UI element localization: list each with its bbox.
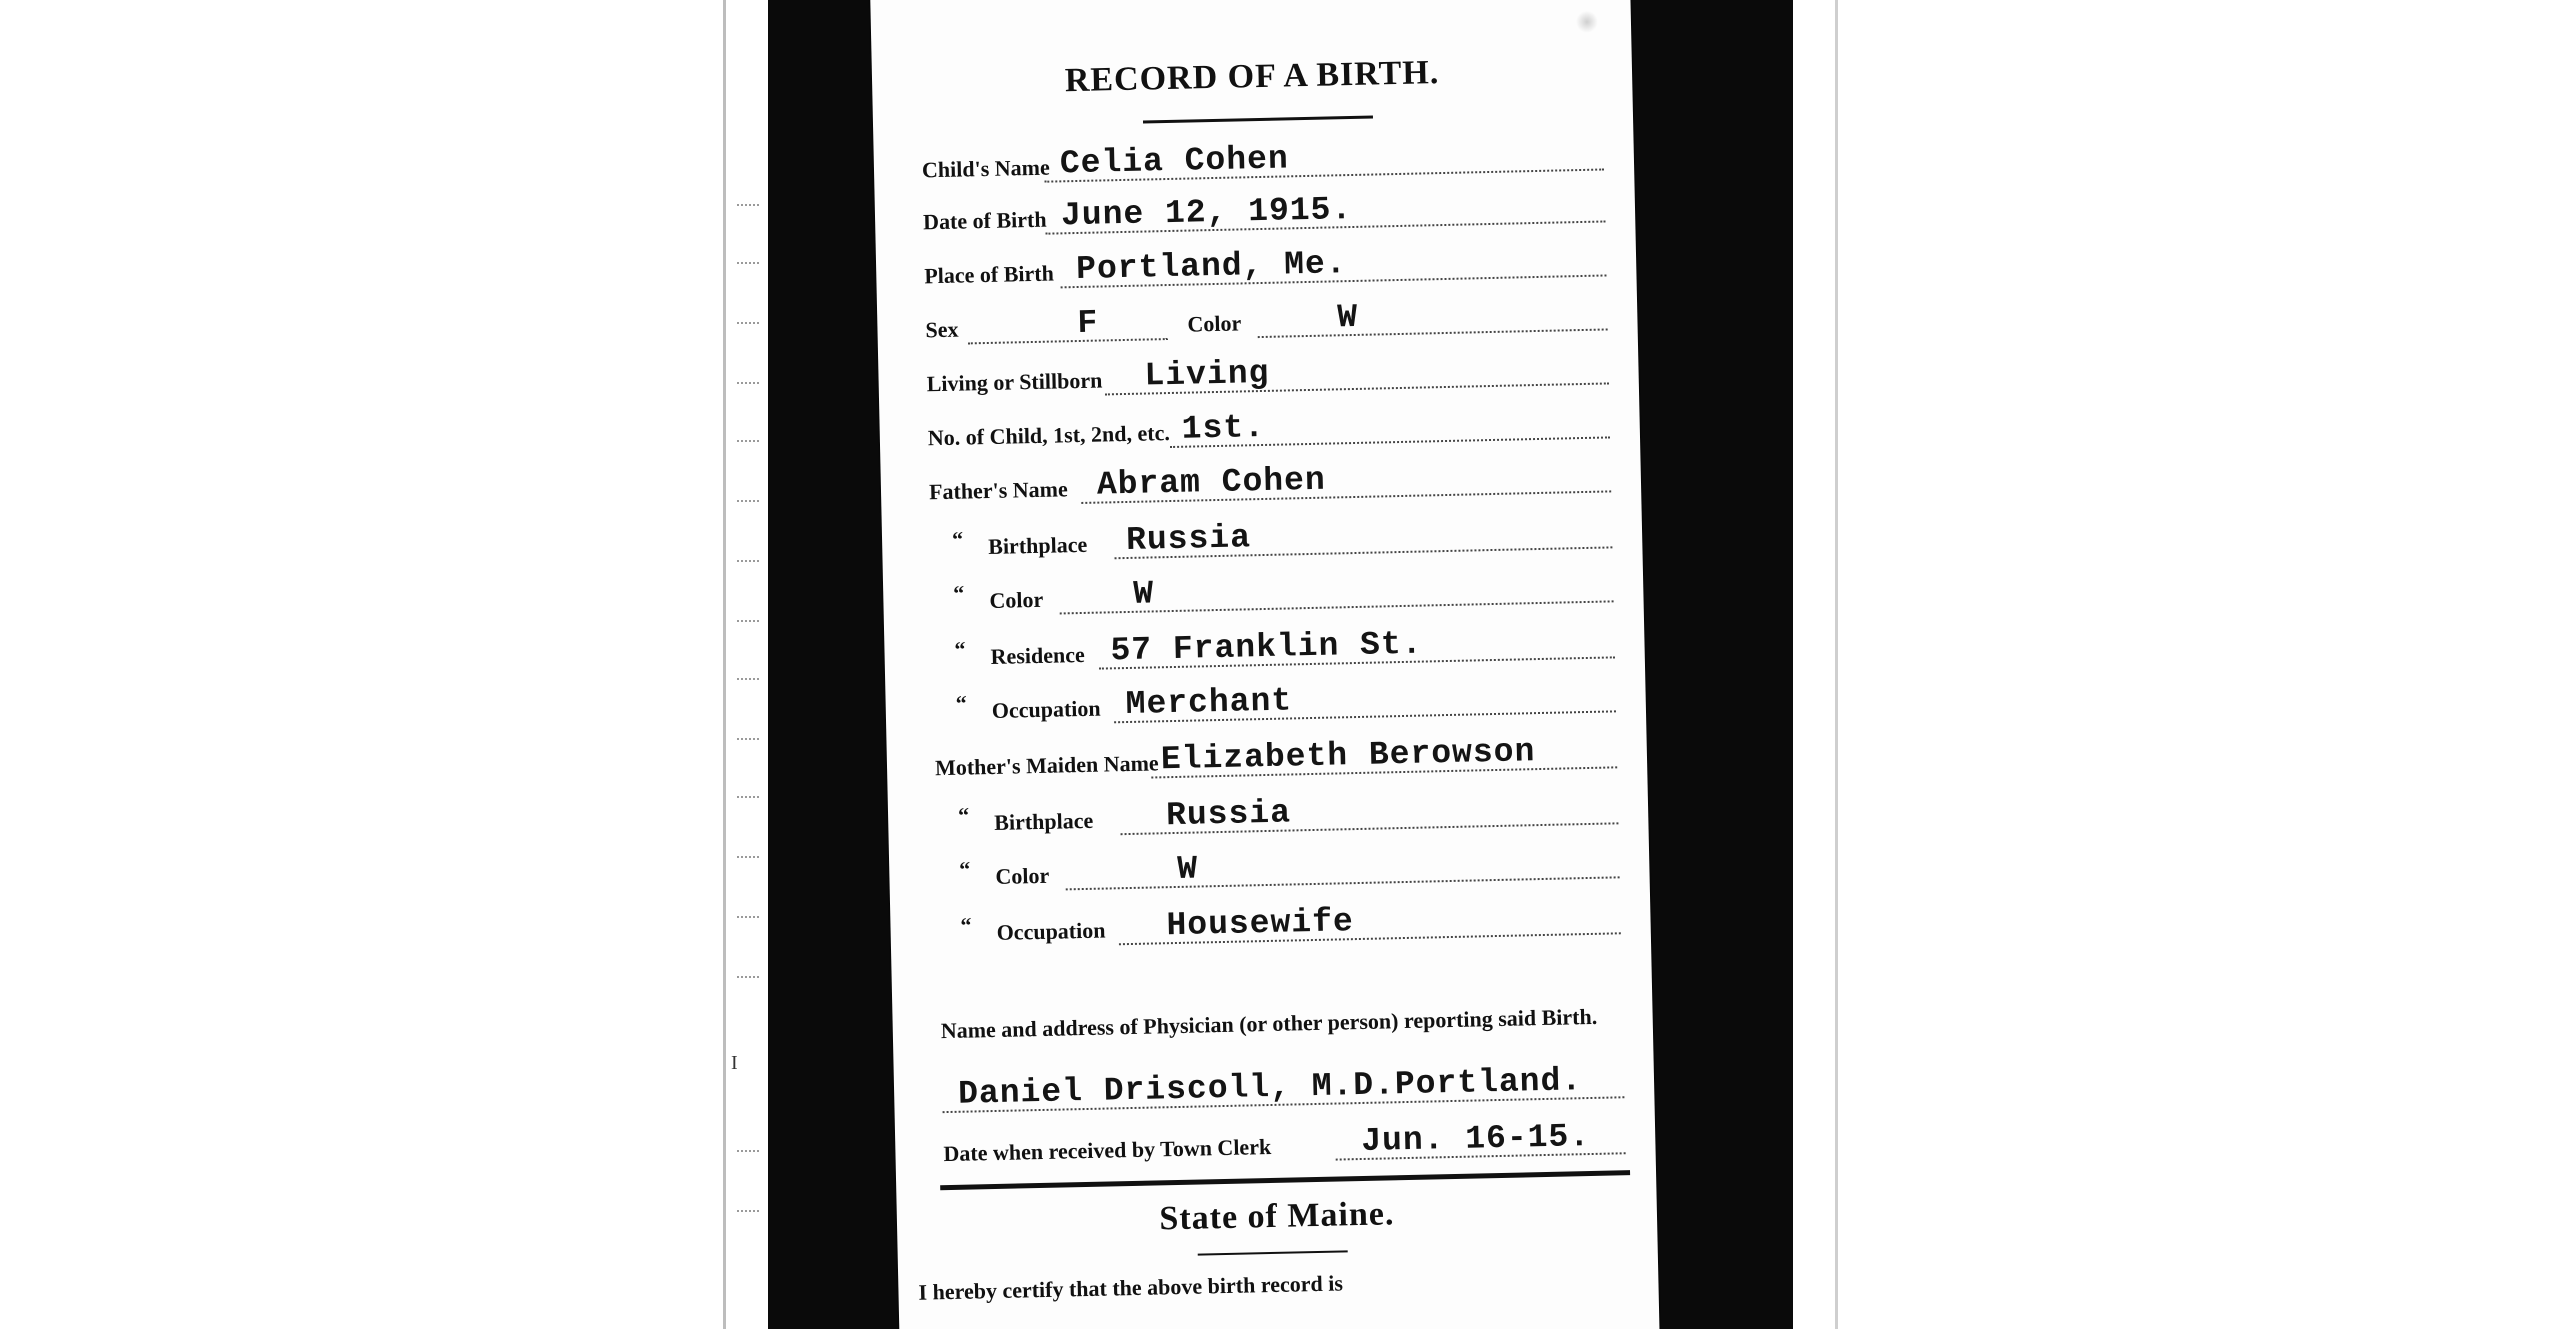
mother-color-value: W	[1176, 850, 1199, 888]
mother-occupation-label: Occupation	[996, 917, 1106, 945]
mother-color-row	[889, 842, 1650, 899]
birth-record-card	[870, 0, 1660, 1329]
mother-birthplace-value: Russia	[1165, 794, 1292, 835]
sex-label: Sex	[925, 316, 959, 343]
living-value: Living	[1144, 354, 1270, 395]
mother-occupation-row	[890, 898, 1651, 955]
section-divider	[940, 1170, 1630, 1190]
mother-birthplace-row	[888, 788, 1649, 845]
date-of-birth-value: June 12, 1915.	[1060, 190, 1353, 235]
place-of-birth-label: Place of Birth	[924, 260, 1055, 289]
margin-dots	[737, 856, 759, 858]
mother-name-label: Mother's Maiden Name	[934, 750, 1159, 781]
margin-mark: I	[731, 1052, 738, 1074]
place-of-birth-row	[876, 240, 1637, 297]
date-received-label: Date when received by Town Clerk	[943, 1133, 1272, 1167]
father-birthplace-value: Russia	[1125, 519, 1252, 559]
certification-text: I hereby certify that the above birth record is	[918, 1270, 1344, 1305]
fill-line	[1258, 328, 1608, 338]
page-edge	[723, 0, 726, 1329]
father-residence-row	[884, 622, 1645, 679]
childs-name-row	[874, 134, 1635, 191]
child-number-label: No. of Child, 1st, 2nd, etc.	[927, 420, 1171, 451]
father-occupation-label: Occupation	[991, 695, 1101, 723]
living-label: Living or Stillborn	[926, 367, 1103, 397]
father-color-value: W	[1132, 575, 1155, 613]
date-received-row	[895, 1118, 1656, 1175]
child-number-row	[879, 402, 1640, 459]
father-residence-label: Residence	[990, 641, 1085, 669]
living-row	[878, 348, 1639, 405]
ditto-mark: “	[957, 802, 970, 828]
margin-dots	[737, 678, 759, 680]
ditto-mark: “	[955, 690, 967, 716]
ditto-mark: “	[952, 580, 965, 606]
physician-value: Daniel Driscoll, M.D.Portland.	[957, 1062, 1583, 1113]
margin-dots	[737, 262, 759, 264]
fill-line	[1066, 876, 1620, 890]
father-birthplace-label: Birthplace	[987, 531, 1088, 560]
father-occupation-value: Merchant	[1125, 682, 1293, 724]
margin-dots	[737, 976, 759, 978]
margin-dots	[737, 440, 759, 442]
margin-dots	[737, 382, 759, 384]
sex-color-row	[877, 294, 1638, 351]
smudge	[1576, 11, 1598, 33]
father-residence-value: 57 Franklin St.	[1110, 625, 1423, 670]
fill-line	[968, 338, 1168, 344]
father-birthplace-row	[882, 512, 1643, 569]
ditto-mark: “	[959, 856, 971, 882]
father-name-row	[881, 456, 1642, 513]
date-of-birth-label: Date of Birth	[922, 206, 1047, 235]
margin-dots	[737, 500, 759, 502]
margin-dots	[737, 738, 759, 740]
margin-dots	[737, 620, 759, 622]
mother-color-label: Color	[995, 862, 1050, 889]
father-occupation-row	[885, 676, 1646, 733]
margin-dots	[737, 204, 759, 206]
card-title: RECORD OF A BIRTH.	[1064, 54, 1440, 100]
childs-name-value: Celia Cohen	[1059, 140, 1290, 183]
margin-dots	[737, 1210, 759, 1212]
physician-row	[894, 1062, 1655, 1119]
father-name-value: Abram Cohen	[1096, 461, 1327, 504]
date-of-birth-row	[875, 186, 1636, 243]
date-received-value: Jun. 16-15.	[1360, 1118, 1591, 1161]
physician-label: Name and address of Physician (or other person) reporting said Birth.	[940, 1003, 1598, 1044]
margin-dots	[737, 916, 759, 918]
margin-dots	[737, 796, 759, 798]
childs-name-label: Child's Name	[921, 154, 1051, 183]
scanned-document	[723, 0, 1838, 1329]
child-number-value: 1st.	[1181, 408, 1266, 448]
state-rule	[1198, 1250, 1348, 1255]
place-of-birth-value: Portland, Me.	[1075, 245, 1348, 289]
color-label: Color	[1187, 310, 1242, 337]
father-color-label: Color	[989, 586, 1044, 613]
father-name-label: Father's Name	[928, 476, 1068, 505]
mother-birthplace-label: Birthplace	[993, 807, 1094, 835]
margin-dots	[737, 1150, 759, 1152]
title-rule	[1143, 116, 1373, 124]
ditto-mark: “	[951, 526, 964, 552]
sex-value: F	[1076, 304, 1099, 343]
mother-occupation-value: Housewife	[1166, 903, 1355, 945]
ditto-mark: “	[954, 636, 966, 662]
ledger-margin	[729, 0, 769, 1329]
mother-name-value: Elizabeth Berowson	[1160, 733, 1536, 779]
margin-dots	[737, 560, 759, 562]
state-title: State of Maine.	[1159, 1195, 1395, 1238]
page-edge	[1835, 0, 1838, 1329]
father-color-row	[883, 566, 1644, 623]
color-value: W	[1336, 298, 1359, 337]
margin-dots	[737, 322, 759, 324]
ditto-mark: “	[960, 912, 972, 938]
mother-name-row	[887, 732, 1648, 789]
